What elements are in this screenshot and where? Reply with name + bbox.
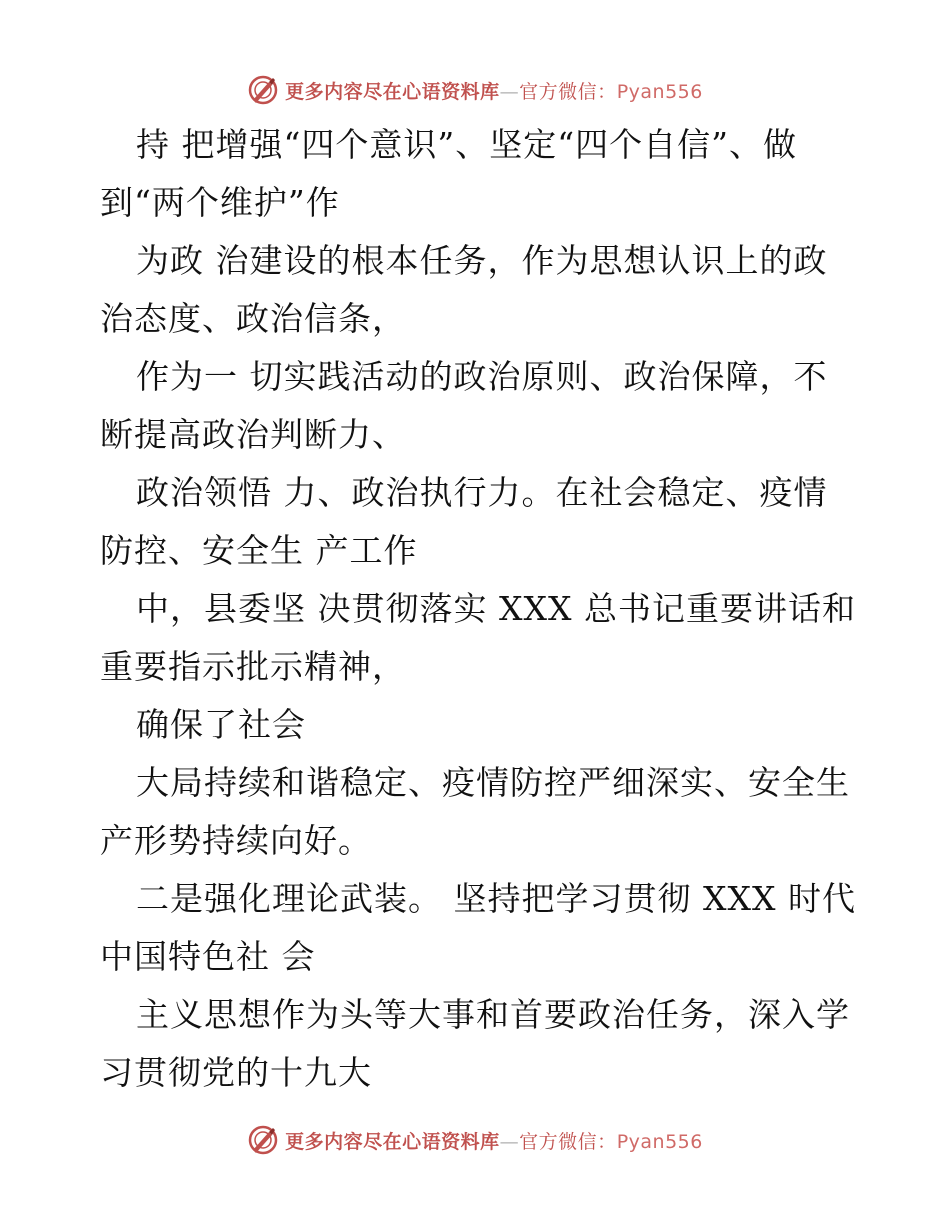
paragraph: 大局持续和谐稳定、疫情防控严细深实、安全生产形势持续向好。 xyxy=(100,763,850,860)
watermark-brand: 更多内容尽在心语资料库 xyxy=(285,1130,500,1153)
watermark-wechat-label: 官方微信： xyxy=(519,80,617,103)
watermark-footer xyxy=(0,1120,950,1160)
watermark-separator: — xyxy=(499,1130,520,1153)
paragraph: 为政 治建设的根本任务，作为思想认识上的政治态度、政治信条， xyxy=(100,241,828,338)
paragraph: 持 把增强“四个意识”、坚定“四个自信”、做到“两个维护”作 xyxy=(100,125,797,222)
watermark-account: Pyan556 xyxy=(616,80,703,103)
document-body xyxy=(100,116,860,1102)
watermark-text xyxy=(285,77,703,104)
watermark-separator: — xyxy=(499,80,520,103)
paragraph: 二是强化理论武装。 坚持把学习贯彻 XXX 时代中国特色社 会 xyxy=(100,879,856,976)
pen-logo-icon xyxy=(247,1124,279,1156)
watermark-text xyxy=(285,1127,703,1154)
paragraph: 作为一 切实践活动的政治原则、政治保障，不断提高政治判断力、 xyxy=(100,357,828,454)
paragraph: 主义思想作为头等大事和首要政治任务，深入学习贯彻党的十九大 xyxy=(100,995,850,1092)
watermark-wechat-label: 官方微信： xyxy=(519,1130,617,1153)
paragraph: 确保了社会 xyxy=(136,705,306,744)
watermark-brand: 更多内容尽在心语资料库 xyxy=(285,80,500,103)
paragraph: 政治领悟 力、政治执行力。在社会稳定、疫情防控、安全生 产工作 xyxy=(100,473,828,570)
watermark-account: Pyan556 xyxy=(616,1130,703,1153)
paragraph: 中，县委坚 决贯彻落实 XXX 总书记重要讲话和重要指示批示精神， xyxy=(100,589,856,686)
pen-logo-icon xyxy=(247,74,279,106)
watermark-header xyxy=(0,70,950,110)
